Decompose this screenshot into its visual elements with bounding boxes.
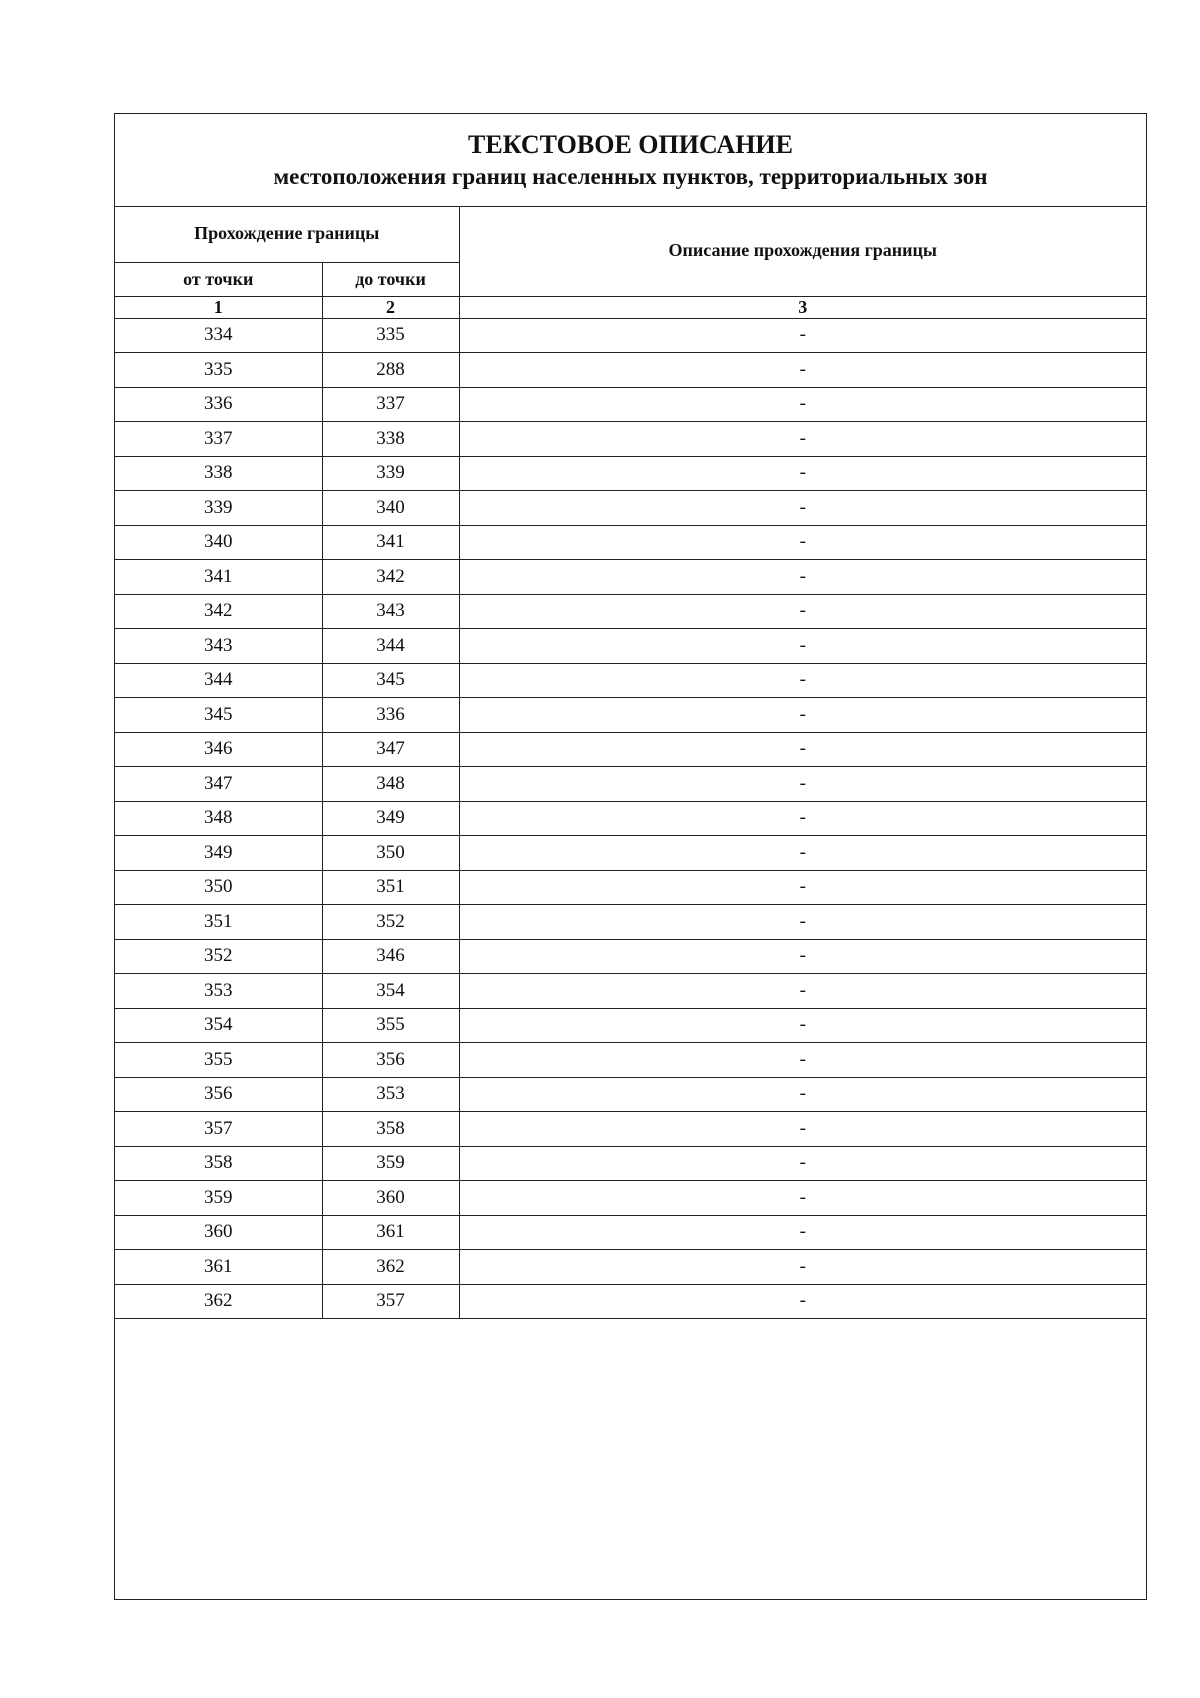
header-from-point: от точки	[115, 262, 322, 296]
from-point-cell: 342	[115, 594, 322, 629]
to-point-cell: 288	[322, 353, 459, 388]
to-point-cell: 341	[322, 525, 459, 560]
table-row	[115, 1043, 1146, 1078]
from-point-cell: 337	[115, 422, 322, 457]
from-point-cell: 341	[115, 560, 322, 595]
from-point-cell: 356	[115, 1077, 322, 1112]
to-point-cell: 358	[322, 1112, 459, 1147]
to-point-cell: 357	[322, 1284, 459, 1319]
table-row	[115, 318, 1146, 353]
to-point-cell: 353	[322, 1077, 459, 1112]
from-point-cell: 350	[115, 870, 322, 905]
to-point-cell: 335	[322, 318, 459, 353]
table-row	[115, 767, 1146, 802]
to-point-cell: 360	[322, 1181, 459, 1216]
from-point-cell: 340	[115, 525, 322, 560]
description-cell: -	[459, 1112, 1146, 1147]
table-row	[115, 422, 1146, 457]
from-point-cell: 360	[115, 1215, 322, 1250]
header-to-point: до точки	[322, 262, 459, 296]
table-row	[115, 1077, 1146, 1112]
from-point-cell: 347	[115, 767, 322, 802]
description-cell: -	[459, 1043, 1146, 1078]
table-row	[115, 1146, 1146, 1181]
description-cell: -	[459, 663, 1146, 698]
description-cell: -	[459, 594, 1146, 629]
title-block	[115, 114, 1146, 207]
to-point-cell: 354	[322, 974, 459, 1009]
from-point-cell: 349	[115, 836, 322, 871]
description-cell: -	[459, 1284, 1146, 1319]
from-point-cell: 359	[115, 1181, 322, 1216]
to-point-cell: 345	[322, 663, 459, 698]
table-row	[115, 663, 1146, 698]
to-point-cell: 349	[322, 801, 459, 836]
to-point-cell: 362	[322, 1250, 459, 1285]
to-point-cell: 350	[322, 836, 459, 871]
description-cell: -	[459, 318, 1146, 353]
table-row	[115, 698, 1146, 733]
document-title: ТЕКСТОВОЕ ОПИСАНИЕ	[467, 130, 793, 159]
table-row	[115, 836, 1146, 871]
description-cell: -	[459, 836, 1146, 871]
to-point-cell: 352	[322, 905, 459, 940]
table-row	[115, 560, 1146, 595]
description-cell: -	[459, 905, 1146, 940]
to-point-cell: 343	[322, 594, 459, 629]
description-cell: -	[459, 1077, 1146, 1112]
description-cell: -	[459, 1215, 1146, 1250]
description-cell: -	[459, 525, 1146, 560]
table-row	[115, 1215, 1146, 1250]
description-cell: -	[459, 629, 1146, 664]
to-point-cell: 340	[322, 491, 459, 526]
to-point-cell: 336	[322, 698, 459, 733]
description-cell: -	[459, 1008, 1146, 1043]
description-cell: -	[459, 801, 1146, 836]
from-point-cell: 338	[115, 456, 322, 491]
description-cell: -	[459, 870, 1146, 905]
table-row	[115, 387, 1146, 422]
from-point-cell: 355	[115, 1043, 322, 1078]
from-point-cell: 335	[115, 353, 322, 388]
description-cell: -	[459, 939, 1146, 974]
boundary-table	[115, 206, 1146, 1319]
header-description: Описание прохождения границы	[459, 206, 1146, 296]
from-point-cell: 361	[115, 1250, 322, 1285]
to-point-cell: 346	[322, 939, 459, 974]
description-cell: -	[459, 974, 1146, 1009]
description-cell: -	[459, 422, 1146, 457]
table-row	[115, 1250, 1146, 1285]
table-row	[115, 456, 1146, 491]
table-row	[115, 1181, 1146, 1216]
description-cell: -	[459, 353, 1146, 388]
table-row	[115, 870, 1146, 905]
to-point-cell: 348	[322, 767, 459, 802]
to-point-cell: 344	[322, 629, 459, 664]
description-cell: -	[459, 387, 1146, 422]
to-point-cell: 355	[322, 1008, 459, 1043]
to-point-cell: 356	[322, 1043, 459, 1078]
from-point-cell: 354	[115, 1008, 322, 1043]
from-point-cell: 336	[115, 387, 322, 422]
description-cell: -	[459, 491, 1146, 526]
from-point-cell: 353	[115, 974, 322, 1009]
from-point-cell: 351	[115, 905, 322, 940]
document-subtitle: местоположения границ населенных пунктов, территориальных зон	[273, 164, 988, 189]
to-point-cell: 359	[322, 1146, 459, 1181]
description-cell: -	[459, 456, 1146, 491]
table-row	[115, 629, 1146, 664]
column-number-3: 3	[459, 296, 1146, 318]
to-point-cell: 342	[322, 560, 459, 595]
table-row	[115, 1284, 1146, 1319]
table-row	[115, 801, 1146, 836]
column-number-2: 2	[322, 296, 459, 318]
from-point-cell: 358	[115, 1146, 322, 1181]
from-point-cell: 343	[115, 629, 322, 664]
to-point-cell: 338	[322, 422, 459, 457]
from-point-cell: 334	[115, 318, 322, 353]
table-row	[115, 491, 1146, 526]
table-body	[115, 318, 1146, 1319]
table-row	[115, 939, 1146, 974]
table-row	[115, 1008, 1146, 1043]
header-boundary-passage: Прохождение границы	[115, 206, 459, 262]
description-cell: -	[459, 698, 1146, 733]
to-point-cell: 347	[322, 732, 459, 767]
table-row	[115, 1112, 1146, 1147]
from-point-cell: 346	[115, 732, 322, 767]
description-cell: -	[459, 767, 1146, 802]
from-point-cell: 352	[115, 939, 322, 974]
table-row	[115, 732, 1146, 767]
document-frame	[114, 113, 1147, 1600]
from-point-cell: 357	[115, 1112, 322, 1147]
table-row	[115, 353, 1146, 388]
to-point-cell: 339	[322, 456, 459, 491]
from-point-cell: 345	[115, 698, 322, 733]
description-cell: -	[459, 732, 1146, 767]
from-point-cell: 344	[115, 663, 322, 698]
from-point-cell: 348	[115, 801, 322, 836]
from-point-cell: 339	[115, 491, 322, 526]
column-number-1: 1	[115, 296, 322, 318]
table-row	[115, 594, 1146, 629]
to-point-cell: 351	[322, 870, 459, 905]
description-cell: -	[459, 560, 1146, 595]
to-point-cell: 361	[322, 1215, 459, 1250]
to-point-cell: 337	[322, 387, 459, 422]
description-cell: -	[459, 1181, 1146, 1216]
description-cell: -	[459, 1250, 1146, 1285]
table-row	[115, 525, 1146, 560]
table-row	[115, 974, 1146, 1009]
description-cell: -	[459, 1146, 1146, 1181]
from-point-cell: 362	[115, 1284, 322, 1319]
table-row	[115, 905, 1146, 940]
